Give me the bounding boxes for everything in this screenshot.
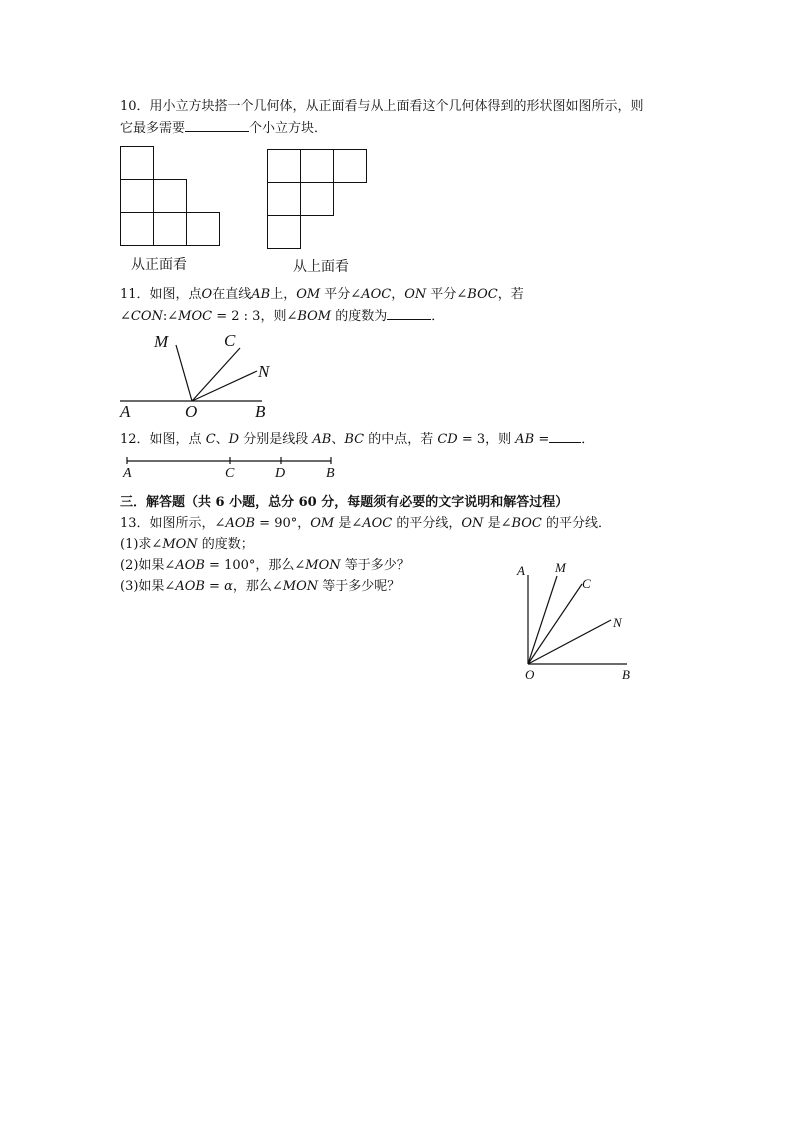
label-b: B — [622, 667, 630, 682]
top-view-caption: 从上面看 — [293, 259, 349, 275]
label-m: M — [154, 332, 169, 351]
q10-text-2b: 个小立方块． — [249, 121, 328, 136]
front-view-grid — [121, 147, 220, 246]
q13-t6: AOC — [362, 516, 393, 531]
q13-t15: (2)如果∠ — [120, 558, 176, 573]
q13-t14: 的度数； — [197, 537, 254, 552]
q11-t3: 在直线 — [212, 287, 252, 302]
q12-t10: CD — [437, 432, 458, 447]
q11-t18: = 2 : 3，则∠ — [212, 309, 298, 324]
q13-figure — [505, 555, 655, 685]
q11-t17: MOC — [178, 309, 213, 324]
q11-line-1 — [120, 286, 524, 304]
q10-figures — [0, 0, 794, 300]
q13-t24: ，那么∠ — [232, 579, 283, 594]
q13-t23: α — [224, 579, 233, 594]
q11-t2: O — [201, 287, 213, 302]
q11-t10: ON — [404, 287, 427, 302]
q13-t19: 等于多少？ — [340, 558, 410, 573]
q11-t20: 的度数为 — [331, 309, 388, 324]
q13-t1: 13．如图所示，∠ — [120, 516, 226, 531]
label-a: A — [120, 402, 131, 421]
q13-t9: 是∠ — [483, 516, 512, 531]
q12-t7: 、 — [331, 432, 345, 447]
section-3-heading: 三．解答题（共 6 小题，总分 60 分，每题须有必要的文字说明和解答过程） — [120, 495, 569, 510]
q11-t15: CON — [130, 309, 163, 324]
q11-t6: OM — [296, 287, 321, 302]
q13-t20: (3)如果∠ — [120, 579, 176, 594]
q11-answer-blank[interactable] — [387, 307, 431, 320]
q13-t8: ON — [461, 516, 484, 531]
label-a: A — [517, 563, 525, 578]
q13-t12: (1)求∠ — [120, 537, 163, 552]
label-m: M — [555, 560, 566, 575]
q12-t12: AB — [515, 432, 535, 447]
q12-t11: = 3，则 — [457, 432, 516, 447]
label-n: N — [613, 615, 622, 630]
label-o: O — [185, 402, 198, 421]
q11-t12: BOC — [467, 287, 498, 302]
q13-t4: OM — [310, 516, 335, 531]
q13-t3: = 90°， — [255, 516, 311, 531]
q10-text-2a: 它最多需要 — [120, 121, 186, 136]
q11-t5: 上， — [270, 287, 297, 302]
q13-t18: MON — [305, 558, 341, 573]
q11-t19: BOM — [297, 309, 332, 324]
label-c: C — [224, 331, 236, 350]
q11-t16: :∠ — [162, 309, 179, 324]
q12-t5: 分别是线段 — [239, 432, 313, 447]
q11-t13: ，若 — [497, 287, 524, 302]
q13-t2: AOB — [225, 516, 256, 531]
q12-t3: 、 — [215, 432, 229, 447]
q12-t14: ． — [581, 432, 595, 447]
q12-answer-blank[interactable] — [549, 430, 581, 443]
q12-t13: = — [534, 432, 550, 447]
q13-t17: = 100°，那么∠ — [204, 558, 306, 573]
q11-t4: AB — [251, 287, 271, 302]
ray-on — [192, 371, 257, 401]
q12-t2: C — [205, 432, 216, 447]
q13-t21: AOB — [175, 579, 205, 594]
q11-t21: ． — [431, 309, 445, 324]
q10-text-1: 10．用小立方块搭一个几何体，从正面看与从上面看这个几何体得到的形状图如图所示，则 — [120, 99, 644, 114]
q12-t1: 12．如图，点 — [120, 432, 206, 447]
q11-t9: ， — [391, 287, 405, 302]
q11-figure — [110, 328, 290, 423]
label-a: A — [123, 466, 132, 481]
q13-t5: 是∠ — [334, 516, 363, 531]
q13-t25: MON — [282, 579, 319, 594]
q12-t4: D — [228, 432, 240, 447]
q13-line-1 — [120, 515, 611, 533]
q13-t16: AOB — [175, 558, 205, 573]
q11-t11: 平分∠ — [426, 287, 468, 302]
q12-figure — [115, 452, 345, 482]
ray-oc — [528, 584, 582, 664]
q11-t1: 11．如图，点 — [120, 287, 202, 302]
top-view-grid — [268, 150, 367, 249]
label-n: N — [258, 362, 270, 381]
ray-om — [176, 345, 192, 401]
q13-t11: 的平分线． — [541, 516, 612, 531]
q11-t7: 平分∠ — [320, 287, 362, 302]
q12-t6: AB — [312, 432, 332, 447]
q13-t7: 的平分线， — [392, 516, 462, 531]
label-d: D — [275, 466, 286, 481]
q11-t8: AOC — [361, 287, 392, 302]
q13-t13: MON — [162, 537, 198, 552]
q12-line — [120, 430, 594, 449]
q11-line-2 — [120, 307, 444, 326]
label-b: B — [255, 402, 266, 421]
q13-t26: 等于多少呢？ — [318, 579, 401, 594]
q13-part-1 — [120, 536, 254, 554]
front-view-caption: 从正面看 — [131, 257, 187, 273]
ray-oc — [192, 348, 240, 401]
label-o: O — [525, 667, 535, 682]
label-b: B — [326, 466, 335, 481]
label-c: C — [582, 576, 591, 591]
q11-t14: ∠ — [120, 309, 131, 324]
q12-t9: 的中点，若 — [364, 432, 438, 447]
q13-part-2 — [120, 557, 410, 575]
q13-t22: = — [204, 579, 225, 594]
q12-t8: BC — [344, 432, 365, 447]
q13-part-3 — [120, 578, 400, 596]
q13-t10: BOC — [511, 516, 542, 531]
label-c: C — [225, 466, 235, 481]
